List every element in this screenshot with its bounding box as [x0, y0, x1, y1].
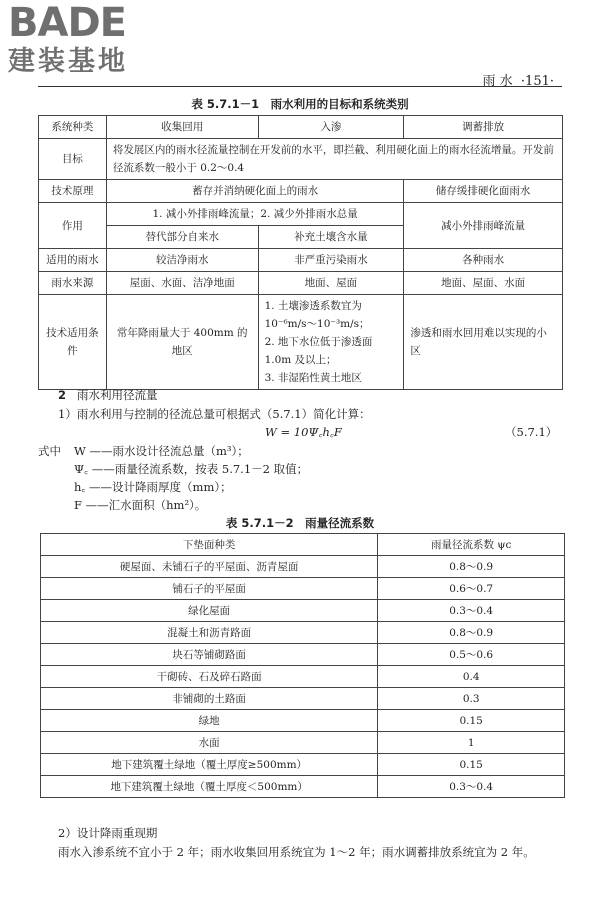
surface-type-cell: 非铺砌的土路面: [41, 688, 378, 710]
item1-text: 1）雨水利用与控制的径流总量可根据式（5.7.1）简化计算：: [58, 407, 371, 421]
table-row: [41, 666, 565, 688]
table-row: [39, 203, 563, 226]
coefficient-cell: 0.8～0.9: [378, 622, 565, 644]
conditions-discharge: 渗透和雨水回用难以实现的小区: [404, 295, 563, 390]
table-header-cell: 收集回用: [106, 116, 258, 139]
section-title: 雨水利用径流量: [76, 388, 158, 402]
table-row: [39, 180, 563, 203]
surface-type-cell: 铺石子的平屋面: [41, 578, 378, 600]
table-header-cell: 雨量径流系数 ψc: [378, 534, 565, 556]
table-header-cell: 调蓄排放: [404, 116, 563, 139]
coefficient-cell: 0.15: [378, 710, 565, 732]
var-line: F ——汇水面积（hm²）。: [74, 498, 207, 512]
table-row: [41, 600, 565, 622]
conditions-collect: 常年降雨量大于 400mm 的地区: [106, 295, 258, 390]
surface-type-cell: 硬屋面、未铺石子的平屋面、沥青屋面: [41, 556, 378, 578]
source-discharge: 地面、屋面、水面: [404, 272, 563, 295]
condition-line: 3. 非湿陷性黄土地区: [264, 372, 362, 384]
vars-prefix: 式中: [38, 444, 61, 458]
variable-definitions: [38, 442, 308, 514]
table-header-cell: 系统种类: [39, 116, 107, 139]
var-line: Ψ꜀ ——雨量径流系数，按表 5.7.1－2 取值；: [74, 462, 309, 476]
coefficient-cell: 0.4: [378, 666, 565, 688]
logo-word: BADE: [8, 0, 126, 46]
formula-number: （5.7.1）: [505, 425, 558, 439]
surface-type-cell: 水面: [41, 732, 378, 754]
row-label: 目标: [39, 139, 107, 180]
var-line: h꜀ ——设计降雨厚度（mm）；: [74, 480, 232, 494]
table-row: [41, 622, 565, 644]
logo: [8, 2, 178, 78]
effect-shared: 1. 减小外排雨峰流量；2. 减少外排雨水总量: [106, 203, 403, 226]
surface-type-cell: 地下建筑覆土绿地（覆土厚度＜500mm）: [41, 776, 378, 798]
table-row: [41, 754, 565, 776]
table-row: [41, 644, 565, 666]
condition-line: 2. 地下水位低于渗透面 1.0m 及以上；: [264, 336, 373, 366]
water-discharge: 各种雨水: [404, 249, 563, 272]
table-header-cell: 入渗: [258, 116, 404, 139]
surface-type-cell: 混凝土和沥青路面: [41, 622, 378, 644]
table-row: [39, 295, 563, 390]
table-row: [39, 272, 563, 295]
item2-text: 雨水入渗系统不宜小于 2 年；雨水收集回用系统宜为 1～2 年；雨水调蓄排放系统宜为 2 年。: [58, 845, 535, 859]
table-row: [41, 732, 565, 754]
runoff-coefficient-table: [40, 533, 565, 798]
surface-type-cell: 干砌砖、石及碎石路面: [41, 666, 378, 688]
surface-type-cell: 地下建筑覆土绿地（覆土厚度≥500mm）: [41, 754, 378, 776]
coefficient-cell: 0.5～0.6: [378, 644, 565, 666]
header-rule: [38, 86, 562, 87]
coefficient-cell: 0.6～0.7: [378, 578, 565, 600]
surface-type-cell: 块石等铺砌路面: [41, 644, 378, 666]
table-row: [41, 556, 565, 578]
section-number: 2: [58, 388, 67, 402]
section-name: 雨 水: [482, 74, 513, 89]
item2-heading: 2）设计降雨重现期: [58, 826, 158, 840]
effect-collect: 替代部分自来水: [106, 226, 258, 249]
effect-discharge: 减小外排雨峰流量: [404, 203, 563, 249]
table-header-cell: 下垫面种类: [41, 534, 378, 556]
table-row: [41, 776, 565, 798]
source-infil: 地面、屋面: [258, 272, 404, 295]
table-row: [39, 116, 563, 139]
effect-infil: 补充土壤含水量: [258, 226, 404, 249]
table-row: [39, 139, 563, 180]
source-collect: 屋面、水面、洁净地面: [106, 272, 258, 295]
section-heading: [58, 386, 157, 404]
row-label: 适用的雨水: [39, 249, 107, 272]
coefficient-cell: 0.8～0.9: [378, 556, 565, 578]
row-label: 雨水来源: [39, 272, 107, 295]
table1-title: 表 5.7.1－1 雨水利用的目标和系统类别: [191, 97, 409, 111]
table-row: [41, 710, 565, 732]
logo-chinese: 建装基地: [8, 46, 128, 77]
coefficient-cell: 0.3: [378, 688, 565, 710]
table-row: [41, 688, 565, 710]
page-number: ·151·: [520, 74, 554, 89]
surface-type-cell: 绿化屋面: [41, 600, 378, 622]
row-label: 技术原理: [39, 180, 107, 203]
principle-discharge: 储存缓排硬化面雨水: [404, 180, 563, 203]
rainwater-system-table: [38, 115, 563, 390]
row-label: 作用: [39, 203, 107, 249]
table2-title: 表 5.7.1－2 雨量径流系数: [225, 516, 375, 530]
table-row: [41, 578, 565, 600]
formula: W = 10Ψ꜀h꜀F: [265, 425, 342, 439]
coefficient-cell: 0.3～0.4: [378, 600, 565, 622]
row-label: 技术适用条件: [39, 295, 107, 390]
water-infil: 非严重污染雨水: [258, 249, 404, 272]
var-line: W ——雨水设计径流总量（m³）；: [74, 444, 249, 458]
goal-text: 将发展区内的雨水径流量控制在开发前的水平，即拦截、利用硬化面上的雨水径流增量。开发前径流系数一般小于 0.2～0.4: [106, 139, 562, 180]
coefficient-cell: 0.15: [378, 754, 565, 776]
coefficient-cell: 0.3～0.4: [378, 776, 565, 798]
table-row: [39, 249, 563, 272]
principle-collect-infil: 蓄存并消纳硬化面上的雨水: [106, 180, 403, 203]
conditions-infil: [258, 295, 404, 390]
condition-line: 1. 土壤渗透系数宜为 10⁻⁶m/s～10⁻³m/s；: [264, 300, 370, 330]
table-row: [41, 534, 565, 556]
water-collect: 较洁净雨水: [106, 249, 258, 272]
coefficient-cell: 1: [378, 732, 565, 754]
surface-type-cell: 绿地: [41, 710, 378, 732]
